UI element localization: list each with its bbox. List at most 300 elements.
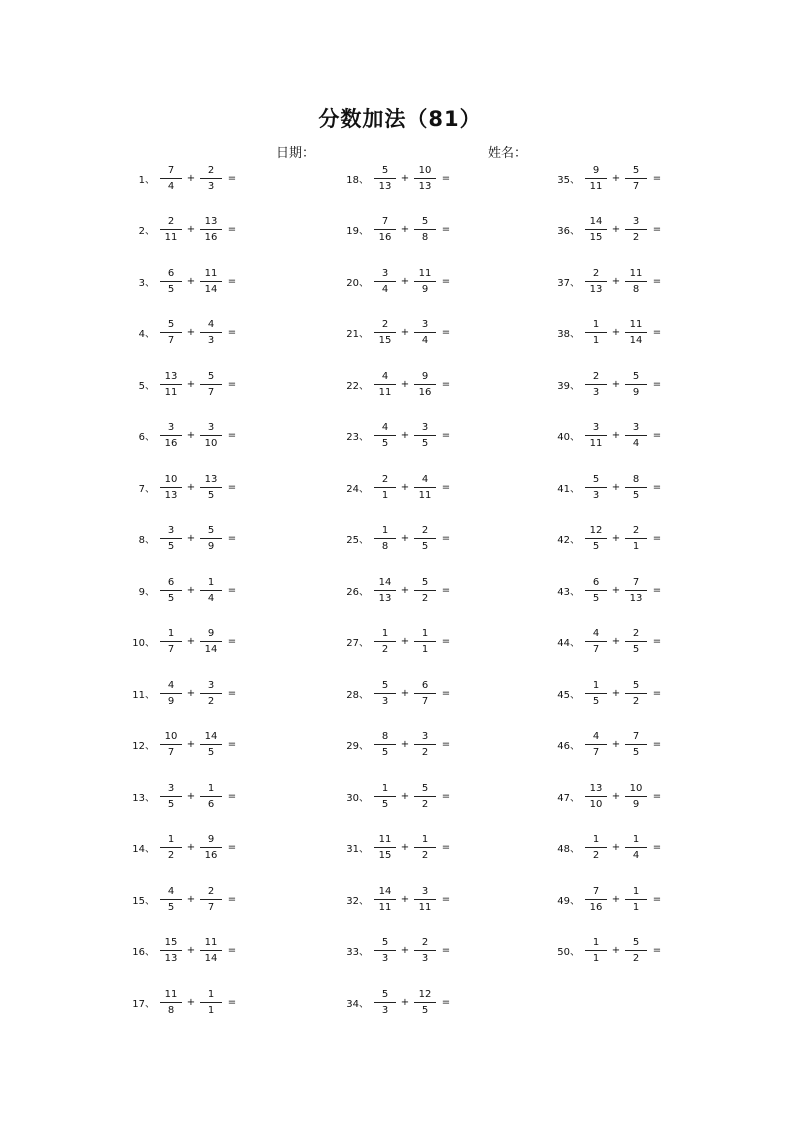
equals-sign: = bbox=[441, 790, 451, 802]
fraction bbox=[624, 936, 648, 965]
fraction-bar bbox=[625, 796, 647, 797]
fraction-bar bbox=[585, 693, 607, 694]
fraction-bar bbox=[200, 1002, 222, 1003]
equals-sign: = bbox=[441, 378, 451, 390]
equals-sign: = bbox=[227, 996, 237, 1008]
numerator: 5 bbox=[381, 937, 389, 948]
equals-sign: = bbox=[441, 893, 451, 905]
fraction-bar bbox=[625, 847, 647, 848]
fraction-bar bbox=[374, 178, 396, 179]
fraction-bar bbox=[200, 950, 222, 951]
fraction bbox=[159, 627, 183, 656]
fraction bbox=[584, 215, 608, 244]
problem-number: 38、 bbox=[557, 329, 580, 340]
fraction-bar bbox=[200, 796, 222, 797]
denominator: 9 bbox=[632, 798, 640, 810]
problem-number: 44、 bbox=[557, 638, 580, 649]
problem-number: 30、 bbox=[346, 792, 369, 804]
fraction-bar bbox=[160, 281, 182, 282]
denominator: 2 bbox=[167, 850, 175, 861]
fraction bbox=[413, 164, 437, 193]
numerator: 5 bbox=[381, 679, 389, 691]
problem-row bbox=[118, 161, 338, 195]
date-label: 日期： bbox=[276, 146, 316, 161]
problem-row bbox=[543, 728, 763, 762]
fraction-bar bbox=[160, 847, 182, 848]
problem-number: 24、 bbox=[346, 483, 369, 495]
denominator: 4 bbox=[381, 283, 389, 295]
fraction bbox=[199, 627, 223, 656]
numerator: 14 bbox=[204, 731, 218, 742]
denominator: 14 bbox=[204, 283, 218, 295]
equals-sign: = bbox=[227, 327, 237, 338]
fraction bbox=[373, 936, 397, 965]
denominator: 3 bbox=[592, 489, 600, 501]
denominator: 5 bbox=[421, 541, 429, 552]
fraction-bar bbox=[625, 538, 647, 539]
problem-number: 17、 bbox=[132, 998, 155, 1010]
numerator: 1 bbox=[207, 782, 215, 794]
numerator: 2 bbox=[421, 525, 429, 536]
fraction bbox=[373, 988, 397, 1017]
problem-number: 45、 bbox=[557, 689, 580, 701]
numerator: 1 bbox=[167, 834, 175, 845]
denominator: 5 bbox=[167, 283, 175, 295]
plus-sign: + bbox=[186, 584, 196, 596]
numerator: 1 bbox=[632, 834, 640, 845]
denominator: 3 bbox=[207, 180, 215, 192]
problem-row bbox=[118, 264, 338, 298]
fraction-bar bbox=[414, 796, 436, 797]
numerator: 3 bbox=[632, 216, 640, 227]
numerator: 2 bbox=[632, 525, 640, 536]
denominator: 16 bbox=[204, 850, 218, 861]
equals-sign: = bbox=[227, 636, 237, 647]
numerator: 6 bbox=[592, 576, 600, 588]
problem-number: 50、 bbox=[557, 947, 580, 958]
fraction-bar bbox=[160, 229, 182, 230]
fraction bbox=[159, 164, 183, 193]
numerator: 2 bbox=[167, 216, 175, 227]
fraction bbox=[413, 679, 437, 708]
plus-sign: + bbox=[611, 327, 621, 338]
denominator: 5 bbox=[167, 592, 175, 604]
numerator: 3 bbox=[207, 679, 215, 691]
denominator: 5 bbox=[381, 798, 389, 810]
fraction bbox=[624, 267, 648, 296]
denominator: 9 bbox=[207, 541, 215, 552]
denominator: 9 bbox=[632, 386, 640, 398]
numerator: 5 bbox=[632, 370, 640, 382]
fraction-bar bbox=[200, 178, 222, 179]
fraction bbox=[584, 421, 608, 450]
numerator: 1 bbox=[421, 834, 429, 845]
numerator: 1 bbox=[167, 628, 175, 639]
fraction-bar bbox=[374, 847, 396, 848]
fraction-bar bbox=[585, 590, 607, 591]
fraction bbox=[199, 318, 223, 347]
fraction bbox=[373, 370, 397, 399]
problem-row bbox=[118, 779, 338, 813]
fraction bbox=[624, 164, 648, 193]
numerator: 5 bbox=[421, 576, 429, 588]
equals-sign: = bbox=[652, 945, 662, 956]
fraction bbox=[159, 215, 183, 244]
plus-sign: + bbox=[611, 687, 621, 699]
problem-row bbox=[118, 676, 338, 710]
numerator: 9 bbox=[421, 370, 429, 382]
equals-sign: = bbox=[227, 224, 237, 235]
equals-sign: = bbox=[441, 842, 451, 853]
fraction bbox=[624, 370, 648, 399]
denominator: 8 bbox=[632, 283, 640, 295]
plus-sign: + bbox=[400, 533, 410, 544]
fraction bbox=[373, 164, 397, 193]
fraction bbox=[199, 833, 223, 862]
equals-sign: = bbox=[652, 224, 662, 235]
denominator: 2 bbox=[632, 953, 640, 964]
numerator: 12 bbox=[589, 525, 603, 536]
denominator: 7 bbox=[632, 180, 640, 192]
numerator: 11 bbox=[418, 267, 432, 279]
equals-sign: = bbox=[652, 893, 662, 905]
plus-sign: + bbox=[186, 378, 196, 390]
denominator: 15 bbox=[589, 232, 603, 243]
numerator: 3 bbox=[167, 525, 175, 536]
equals-sign: = bbox=[652, 584, 662, 596]
fraction bbox=[413, 782, 437, 811]
fraction bbox=[624, 627, 648, 656]
fraction-bar bbox=[414, 384, 436, 385]
numerator: 1 bbox=[207, 576, 215, 588]
fraction-bar bbox=[414, 281, 436, 282]
denominator: 5 bbox=[167, 798, 175, 810]
denominator: 5 bbox=[592, 592, 600, 604]
fraction bbox=[624, 421, 648, 450]
problem-number: 40、 bbox=[557, 432, 580, 443]
fraction-bar bbox=[625, 641, 647, 642]
problem-number: 8、 bbox=[138, 535, 155, 546]
fraction bbox=[413, 576, 437, 605]
plus-sign: + bbox=[186, 172, 196, 184]
numerator: 5 bbox=[207, 370, 215, 382]
plus-sign: + bbox=[400, 790, 410, 802]
fraction-bar bbox=[374, 1002, 396, 1003]
denominator: 1 bbox=[207, 1004, 215, 1016]
fraction-bar bbox=[414, 1002, 436, 1003]
problem-row bbox=[543, 367, 763, 401]
equals-sign: = bbox=[441, 687, 451, 699]
fraction-bar bbox=[200, 487, 222, 488]
fraction-bar bbox=[160, 744, 182, 745]
problem-number: 28、 bbox=[346, 689, 369, 701]
fraction bbox=[413, 524, 437, 553]
equals-sign: = bbox=[441, 224, 451, 235]
fraction-bar bbox=[585, 384, 607, 385]
fraction bbox=[373, 421, 397, 450]
fraction-bar bbox=[625, 693, 647, 694]
equals-sign: = bbox=[441, 275, 451, 287]
plus-sign: + bbox=[611, 224, 621, 235]
plus-sign: + bbox=[400, 636, 410, 647]
fraction bbox=[624, 215, 648, 244]
equals-sign: = bbox=[441, 996, 451, 1008]
denominator: 4 bbox=[167, 180, 175, 192]
numerator: 13 bbox=[204, 216, 218, 227]
plus-sign: + bbox=[611, 378, 621, 390]
fraction bbox=[373, 730, 397, 759]
problem-row bbox=[118, 728, 338, 762]
denominator: 5 bbox=[167, 541, 175, 552]
fraction-bar bbox=[160, 950, 182, 951]
problem-number: 25、 bbox=[346, 535, 369, 546]
denominator: 7 bbox=[167, 747, 175, 758]
problem-row bbox=[118, 419, 338, 453]
fraction-bar bbox=[374, 487, 396, 488]
denominator: 4 bbox=[632, 438, 640, 449]
problem-number: 49、 bbox=[557, 895, 580, 907]
fraction-bar bbox=[374, 281, 396, 282]
fraction bbox=[413, 370, 437, 399]
denominator: 13 bbox=[589, 283, 603, 295]
denominator: 7 bbox=[592, 747, 600, 758]
equals-sign: = bbox=[227, 378, 237, 390]
problem-number: 21、 bbox=[346, 329, 369, 340]
numerator: 12 bbox=[418, 988, 432, 1000]
fraction-bar bbox=[414, 641, 436, 642]
fraction bbox=[413, 833, 437, 862]
fraction-bar bbox=[585, 796, 607, 797]
numerator: 1 bbox=[381, 782, 389, 794]
equals-sign: = bbox=[441, 533, 451, 544]
numerator: 3 bbox=[167, 782, 175, 794]
numerator: 11 bbox=[204, 937, 218, 948]
equals-sign: = bbox=[227, 275, 237, 287]
numerator: 1 bbox=[421, 628, 429, 639]
fraction-bar bbox=[585, 847, 607, 848]
numerator: 14 bbox=[378, 576, 392, 588]
equals-sign: = bbox=[652, 275, 662, 287]
problem-row bbox=[332, 522, 552, 556]
numerator: 3 bbox=[167, 422, 175, 433]
problem-number: 35、 bbox=[557, 174, 580, 186]
fraction bbox=[159, 936, 183, 965]
denominator: 7 bbox=[207, 386, 215, 398]
problem-number: 39、 bbox=[557, 380, 580, 392]
fraction-bar bbox=[585, 538, 607, 539]
fraction-bar bbox=[200, 384, 222, 385]
numerator: 1 bbox=[592, 319, 600, 330]
denominator: 11 bbox=[589, 180, 603, 192]
fraction bbox=[159, 833, 183, 862]
numerator: 8 bbox=[632, 473, 640, 485]
fraction bbox=[373, 318, 397, 347]
denominator: 8 bbox=[167, 1004, 175, 1016]
fraction-bar bbox=[585, 332, 607, 333]
fraction bbox=[159, 370, 183, 399]
fraction-bar bbox=[585, 178, 607, 179]
denominator: 5 bbox=[632, 489, 640, 501]
plus-sign: + bbox=[186, 945, 196, 956]
numerator: 11 bbox=[204, 267, 218, 279]
numerator: 5 bbox=[632, 937, 640, 948]
problem-row bbox=[332, 882, 552, 916]
denominator: 1 bbox=[592, 953, 600, 964]
fraction-bar bbox=[585, 229, 607, 230]
plus-sign: + bbox=[186, 481, 196, 493]
fraction bbox=[624, 576, 648, 605]
numerator: 2 bbox=[592, 267, 600, 279]
problem-number: 20、 bbox=[346, 277, 369, 289]
numerator: 6 bbox=[421, 679, 429, 691]
fraction bbox=[199, 576, 223, 605]
fraction bbox=[373, 473, 397, 502]
fraction bbox=[373, 679, 397, 708]
numerator: 11 bbox=[164, 988, 178, 1000]
problem-number: 23、 bbox=[346, 432, 369, 443]
problem-number: 3、 bbox=[138, 277, 155, 289]
fraction bbox=[373, 267, 397, 296]
denominator: 5 bbox=[632, 747, 640, 758]
fraction-bar bbox=[160, 899, 182, 900]
fraction-bar bbox=[374, 744, 396, 745]
fraction bbox=[159, 524, 183, 553]
numerator: 5 bbox=[167, 319, 175, 330]
denominator: 3 bbox=[381, 953, 389, 964]
denominator: 11 bbox=[378, 901, 392, 913]
numerator: 11 bbox=[378, 834, 392, 845]
equals-sign: = bbox=[227, 533, 237, 544]
plus-sign: + bbox=[400, 996, 410, 1008]
fraction-bar bbox=[414, 435, 436, 436]
fraction-bar bbox=[160, 796, 182, 797]
problem-number: 42、 bbox=[557, 535, 580, 546]
equals-sign: = bbox=[227, 739, 237, 750]
numerator: 5 bbox=[381, 164, 389, 176]
fraction-bar bbox=[414, 487, 436, 488]
numerator: 1 bbox=[381, 628, 389, 639]
numerator: 3 bbox=[421, 885, 429, 897]
numerator: 5 bbox=[632, 679, 640, 691]
numerator: 4 bbox=[381, 370, 389, 382]
equals-sign: = bbox=[652, 172, 662, 184]
problem-row bbox=[118, 470, 338, 504]
problem-row bbox=[332, 831, 552, 865]
fraction bbox=[159, 730, 183, 759]
fraction-bar bbox=[160, 590, 182, 591]
problem-number: 43、 bbox=[557, 586, 580, 598]
fraction-bar bbox=[160, 332, 182, 333]
problem-row bbox=[543, 625, 763, 659]
plus-sign: + bbox=[186, 842, 196, 853]
denominator: 2 bbox=[421, 747, 429, 758]
denominator: 1 bbox=[632, 901, 640, 913]
fraction bbox=[584, 833, 608, 862]
plus-sign: + bbox=[186, 739, 196, 750]
problem-number: 12、 bbox=[132, 741, 155, 752]
numerator: 5 bbox=[207, 525, 215, 536]
fraction bbox=[199, 164, 223, 193]
fraction bbox=[584, 473, 608, 502]
fraction bbox=[584, 164, 608, 193]
denominator: 1 bbox=[421, 644, 429, 655]
numerator: 3 bbox=[421, 319, 429, 330]
problem-number: 7、 bbox=[138, 483, 155, 495]
denominator: 13 bbox=[378, 592, 392, 604]
plus-sign: + bbox=[186, 327, 196, 338]
equals-sign: = bbox=[441, 430, 451, 441]
plus-sign: + bbox=[186, 893, 196, 905]
numerator: 1 bbox=[592, 834, 600, 845]
fraction bbox=[624, 730, 648, 759]
equals-sign: = bbox=[652, 739, 662, 750]
problem-number: 41、 bbox=[557, 483, 580, 495]
denominator: 11 bbox=[164, 386, 178, 398]
denominator: 13 bbox=[164, 489, 178, 501]
fraction bbox=[199, 267, 223, 296]
plus-sign: + bbox=[400, 584, 410, 596]
numerator: 1 bbox=[632, 885, 640, 897]
fraction-bar bbox=[625, 178, 647, 179]
equals-sign: = bbox=[227, 172, 237, 184]
numerator: 10 bbox=[629, 782, 643, 794]
fraction-bar bbox=[200, 332, 222, 333]
fraction bbox=[159, 267, 183, 296]
denominator: 9 bbox=[421, 283, 429, 295]
numerator: 4 bbox=[421, 473, 429, 485]
fraction-bar bbox=[625, 229, 647, 230]
problem-row bbox=[543, 213, 763, 247]
fraction-bar bbox=[414, 744, 436, 745]
plus-sign: + bbox=[186, 533, 196, 544]
plus-sign: + bbox=[611, 893, 621, 905]
fraction bbox=[624, 473, 648, 502]
plus-sign: + bbox=[186, 430, 196, 441]
equals-sign: = bbox=[227, 893, 237, 905]
equals-sign: = bbox=[227, 790, 237, 802]
fraction-bar bbox=[585, 744, 607, 745]
plus-sign: + bbox=[400, 378, 410, 390]
equals-sign: = bbox=[652, 327, 662, 338]
problem-row bbox=[543, 779, 763, 813]
fraction-bar bbox=[374, 229, 396, 230]
denominator: 5 bbox=[167, 901, 175, 913]
fraction-bar bbox=[374, 693, 396, 694]
denominator: 4 bbox=[207, 592, 215, 604]
denominator: 5 bbox=[421, 1004, 429, 1016]
numerator: 4 bbox=[381, 422, 389, 433]
numerator: 6 bbox=[167, 576, 175, 588]
fraction bbox=[624, 833, 648, 862]
fraction-bar bbox=[414, 693, 436, 694]
fraction-bar bbox=[625, 950, 647, 951]
problem-row bbox=[118, 882, 338, 916]
denominator: 3 bbox=[421, 953, 429, 964]
equals-sign: = bbox=[441, 945, 451, 956]
equals-sign: = bbox=[441, 739, 451, 750]
denominator: 7 bbox=[592, 644, 600, 655]
fraction-bar bbox=[625, 281, 647, 282]
numerator: 3 bbox=[632, 422, 640, 433]
problem-row bbox=[332, 779, 552, 813]
numerator: 4 bbox=[167, 679, 175, 691]
problem-number: 6、 bbox=[138, 432, 155, 443]
equals-sign: = bbox=[441, 481, 451, 493]
plus-sign: + bbox=[611, 739, 621, 750]
numerator: 5 bbox=[592, 473, 600, 485]
problem-row bbox=[332, 934, 552, 968]
fraction bbox=[413, 885, 437, 914]
